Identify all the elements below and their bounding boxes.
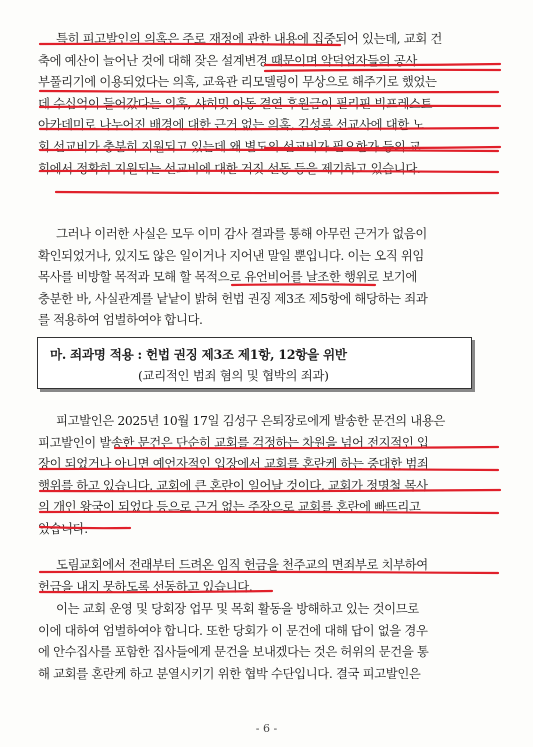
paragraph-audit-results	[38, 223, 500, 331]
text-line: 목사를 비방할 목적과 모해 할 목적으로 유언비어를 날조한 행위로 보기에	[38, 269, 417, 285]
text-line: 그러나 이러한 사실은 모두 이미 감사 결과를 통해 아무런 근거가 없음이	[56, 226, 427, 241]
section-title: 마. 죄과명 적용 : 헌법 권징 제3조 제1항, 12항을 위반	[50, 347, 347, 362]
text-line: 이에 대하여 엄벌하여야 합니다. 또한 당회가 이 문건에 대해 답이 없을 경우	[38, 622, 428, 638]
text-line: 충분한 바, 사실관계를 낱낱이 밝혀 헌법 권징 제3조 제5항에 해당하는 죄과	[38, 290, 428, 306]
text-line: 특히 피고발인의 의혹은 주로 재정에 관한 내용에 집중되어 있는데, 교회 건	[56, 31, 443, 46]
text-line: 도림교회에서 전래부터 드려온 임직 헌금을 천주교의 면죄부로 치부하여	[56, 557, 428, 572]
text-line: 데 수십억이 들어갔다는 의혹, 샤히밋 아동 결연 후원금이 필리핀 빅프레스트	[38, 95, 433, 111]
text-line: 있습니다.	[38, 520, 88, 536]
text-line: 이는 교회 운영 및 당회장 업무 및 목회 활동을 방해하고 있는 것이므로	[56, 601, 419, 616]
text-line: 를 적용하여 엄벌하여야 합니다.	[38, 312, 203, 328]
text-line: 회 선교비가 충분히 지원되고 있는데 왜 별도의 선교비가 필요한가 등의 교	[38, 138, 421, 154]
text-line: 해 교회를 혼란케 하고 분열시키기 위한 협박 수단입니다. 결국 피고발인은	[38, 665, 421, 681]
text-line: 회에서 정확히 지원되는 선교비에 대한 거짓 선동 등을 제기하고 있습니다.	[38, 160, 421, 176]
paragraph-financial-allegations	[38, 28, 500, 179]
text-line: 장이 되었거나 아니면 예언자적인 입장에서 교회를 혼란케 하는 중대한 범죄	[38, 456, 429, 472]
text-line: 피고발인이 발송한 문건은 단순히 교회를 걱정하는 차원을 넘어 전지적인 입	[38, 434, 429, 450]
page-number: - 6 -	[255, 722, 278, 735]
text-line: 부풀리기에 이용되었다는 의혹, 교육관 리모델링이 무상으로 해주기로 했었는	[38, 74, 437, 90]
paragraph-document-sent	[38, 410, 500, 540]
text-line: 의 개인 왕국이 되었다 등으로 근거 없는 주장으로 교회를 혼란에 빠뜨리고	[38, 499, 421, 515]
text-line: 피고발인은 2025년 10월 17일 김성구 은퇴장로에게 발송한 문건의 내용은	[56, 413, 445, 428]
text-line: 에 안수집사를 포함한 집사들에게 문건을 보내겠다는 것은 허위의 문건을 통	[38, 644, 429, 660]
red-underline-stroke	[56, 192, 498, 193]
text-line: 확인되었거나, 있지도 않은 일이거나 지어낸 말일 뿐입니다. 이는 오직 위임	[38, 247, 425, 263]
paragraph-offering	[38, 554, 500, 597]
text-line: 행위를 하고 있습니다. 교회에 큰 혼란이 일어날 것이다, 교회가 정명철 목사	[38, 477, 428, 493]
text-line: 아카데미로 나누어진 배경에 대한 근거 없는 의혹, 김성록 선교사에 대한 노	[38, 117, 425, 133]
section-subtitle: (교리적인 범죄 혐의 및 협박의 죄과)	[138, 368, 329, 383]
text-line: 헌금을 내지 못하도록 선동하고 있습니다.	[38, 578, 253, 594]
text-line: 축에 예산이 늘어난 것에 대해 잦은 설계변경 때문이며 악덕업자들의 공사	[38, 52, 417, 68]
paragraph-conclusion	[38, 598, 500, 684]
section-heading-box	[37, 337, 472, 389]
